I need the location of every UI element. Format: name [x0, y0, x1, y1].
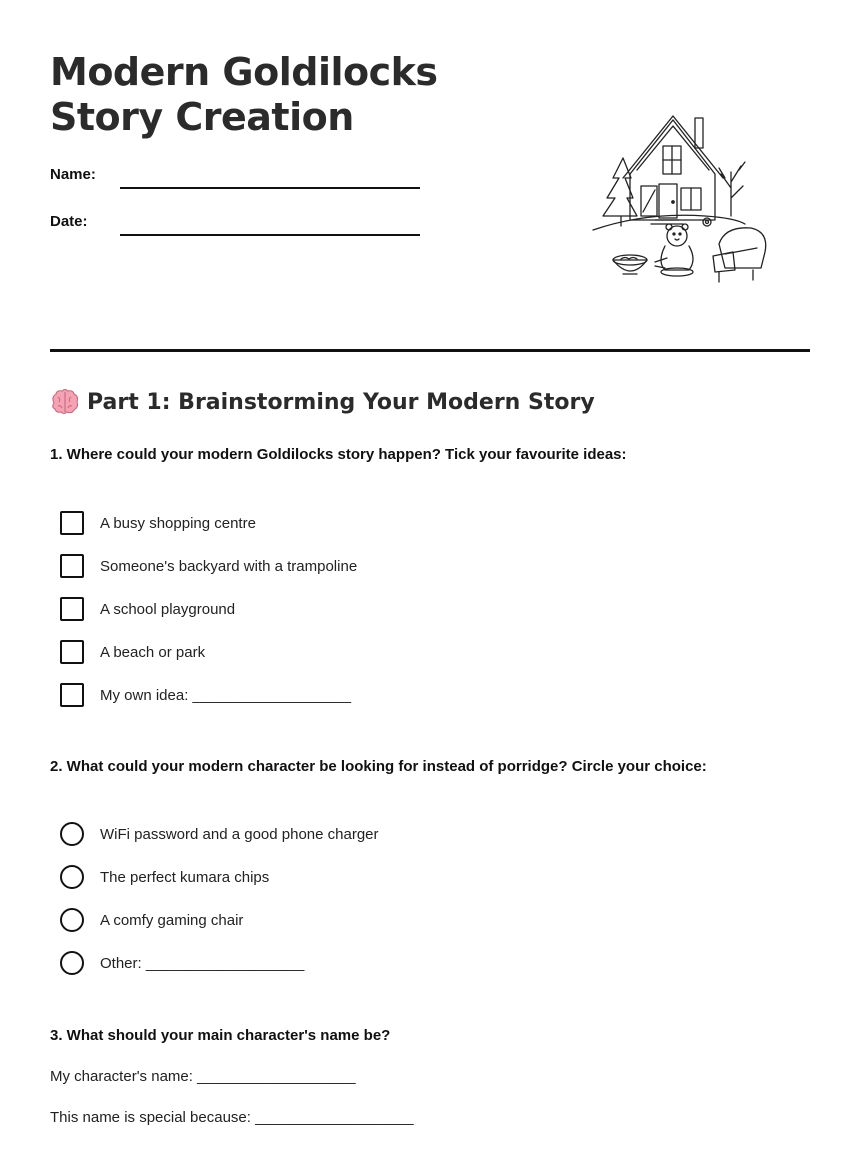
- question-3: 3. What should your main character's name be?: [50, 1027, 391, 1044]
- name-label: Name:: [50, 166, 96, 183]
- question-1: 1. Where could your modern Goldilocks story happen? Tick your favourite ideas:: [50, 446, 627, 463]
- q1-option: [60, 511, 256, 535]
- radio-circle[interactable]: [60, 908, 84, 932]
- q1-option: [60, 554, 357, 578]
- checkbox[interactable]: [60, 683, 84, 707]
- radio-circle[interactable]: [60, 951, 84, 975]
- q2-option: [60, 951, 304, 975]
- option-label: A beach or park: [100, 643, 206, 661]
- checkbox[interactable]: [60, 640, 84, 664]
- option-label: A busy shopping centre: [100, 514, 256, 532]
- checkbox[interactable]: [60, 554, 84, 578]
- character-name-line[interactable]: My character's name: ___________________: [50, 1068, 356, 1085]
- q2-option: [60, 908, 243, 932]
- q1-option: [60, 597, 235, 621]
- q2-option: [60, 822, 379, 846]
- house-bear-illustration: [585, 112, 780, 287]
- title-line-1: Modern Goldilocks: [50, 50, 438, 94]
- part1-heading-text: Part 1: Brainstorming Your Modern Story: [87, 389, 595, 415]
- name-reason-line[interactable]: This name is special because: ___________________: [50, 1109, 414, 1126]
- option-label: My own idea: ___________________: [100, 686, 352, 704]
- option-label: The perfect kumara chips: [100, 868, 270, 886]
- option-label: A comfy gaming chair: [100, 911, 244, 929]
- checkbox[interactable]: [60, 597, 84, 621]
- date-label: Date:: [50, 213, 88, 230]
- part1-heading: [50, 388, 595, 416]
- radio-circle[interactable]: [60, 822, 84, 846]
- option-label: A school playground: [100, 600, 236, 618]
- worksheet-title: [50, 50, 438, 140]
- checkbox[interactable]: [60, 511, 84, 535]
- q2-option: [60, 865, 269, 889]
- section-divider: [50, 349, 810, 352]
- question-2: 2. What could your modern character be looking for instead of porridge? Circle your choice:: [50, 758, 707, 775]
- option-label: Other: ___________________: [100, 954, 305, 972]
- title-line-2: Story Creation: [50, 95, 354, 139]
- option-label: WiFi password and a good phone charger: [100, 825, 379, 843]
- date-field[interactable]: [120, 234, 420, 236]
- radio-circle[interactable]: [60, 865, 84, 889]
- name-field[interactable]: [120, 187, 420, 189]
- q1-option: [60, 683, 351, 707]
- option-label: Someone's backyard with a trampoline: [100, 557, 358, 575]
- brain-icon: [50, 388, 80, 416]
- q1-option: [60, 640, 205, 664]
